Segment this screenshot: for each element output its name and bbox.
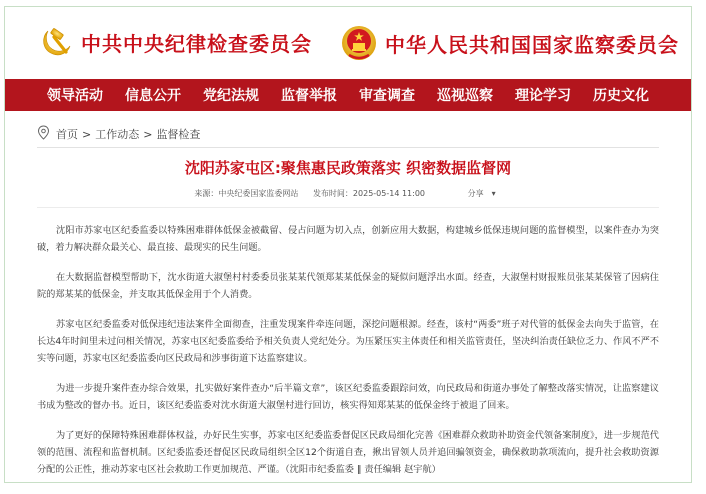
share-label: 分享 xyxy=(467,189,484,198)
breadcrumb-supervision[interactable]: 监督检查 xyxy=(156,128,201,141)
article-paragraph: 为了更好的保障特殊困难群体权益，办好民生实事，苏家屯区纪委监委督促区民政局细化完善《困难群众救助补助资金代领备案制度》，进一步规范代领的范围、流程和监督机制。区纪委监委还督促区民政局组织全区12个街道自查，揪出冒领人员并追回骗领资金，确保救助款项流向，提升社会救助资源分配的公正性，推动苏家屯区社会救助工作更加规范、严谨。（沈阳市纪委监委 ‖ 责任编辑 赵宇航） xyxy=(37,430,659,475)
nav-item-leadership[interactable]: 领导活动 xyxy=(47,88,103,104)
nsc-brand[interactable] xyxy=(341,25,679,61)
ccdi-brand[interactable] xyxy=(39,25,312,59)
nav-item-report[interactable]: 监督举报 xyxy=(281,88,337,104)
article-meta xyxy=(5,188,691,199)
article-paragraph: 在大数据监督模型帮助下，沈水街道大淑堡村村委委员张某某代领郑某某低保金的疑似问题浮出水面。经查，大淑堡村财报账员张某某保管了因病住院的郑某某的低保金，并支取其低保金用于个人消费。 xyxy=(37,272,659,300)
article-title: 沈阳苏家屯区:聚焦惠民政策落实 织密数据监督网 xyxy=(184,159,512,177)
share-button[interactable] xyxy=(462,189,502,198)
article-paragraph: 苏家屯区纪委监委对低保违纪违法案件全面彻查，注重发现案件牵连问题，深挖问题根源。经查，该村“两委”班子对代管的低保金去向失于监管，在长达4年时间里未过问相关情况，苏家屯区纪委监委给予相关负责人党纪处分。为压紧压实主体责任和相关监管责任，坚决纠治责任缺位乏力、作风不严不实等问题，苏家屯区纪委监委向区民政局和涉事街道下达监察建议。 xyxy=(37,319,659,364)
breadcrumb-home[interactable]: 首页 xyxy=(56,128,78,141)
meta-divider xyxy=(37,207,659,208)
nav-item-theory[interactable]: 理论学习 xyxy=(515,88,571,104)
breadcrumb-separator: > xyxy=(143,127,153,141)
breadcrumb-work-news[interactable]: 工作动态 xyxy=(95,128,140,141)
article-source: 来源：中央纪委国家监委网站 xyxy=(194,189,299,198)
site-header xyxy=(5,7,691,79)
main-nav xyxy=(5,79,691,111)
article-paragraph: 为进一步提升案件查办综合效果，扎实做好案件查办“后半篇文章”，该区纪委监委跟踪问效，向民政局和街道办事处了解整改落实情况，让监察建议书成为整改的督办书。近日，该区纪委监委对沈水街道大淑堡村进行回访，核实得知郑某某的低保金终于被退了回来。 xyxy=(37,383,659,411)
article-date: 发布时间：2025-05-14 11:00 xyxy=(312,189,426,198)
party-emblem-icon xyxy=(39,25,73,59)
article-paragraph: 沈阳市苏家屯区纪委监委以特殊困难群体低保金被截留、侵占问题为切入点，创新应用大数据，构建城乡低保违规问题的监督模型，以案件查办为突破，着力解决群众最关心、最直接、最现实的民生问题。 xyxy=(37,225,659,253)
ccdi-title: 中共中央纪律检查委员会 xyxy=(81,31,312,56)
national-emblem-icon xyxy=(341,25,377,61)
nsc-title: 中华人民共和国国家监察委员会 xyxy=(385,32,679,57)
location-pin-icon xyxy=(37,125,56,143)
article-body xyxy=(37,222,659,483)
share-dropdown-icon: ▾ xyxy=(491,189,496,198)
page-frame xyxy=(4,6,692,483)
nav-item-regulations[interactable]: 党纪法规 xyxy=(203,88,259,104)
nav-item-investigation[interactable]: 审查调查 xyxy=(359,88,415,104)
breadcrumb-divider xyxy=(37,147,659,148)
nav-item-inspection[interactable]: 巡视巡察 xyxy=(437,88,493,104)
breadcrumb xyxy=(37,125,200,143)
nav-item-information[interactable]: 信息公开 xyxy=(125,88,181,104)
nav-item-history[interactable]: 历史文化 xyxy=(593,88,649,104)
breadcrumb-separator: > xyxy=(82,127,92,141)
